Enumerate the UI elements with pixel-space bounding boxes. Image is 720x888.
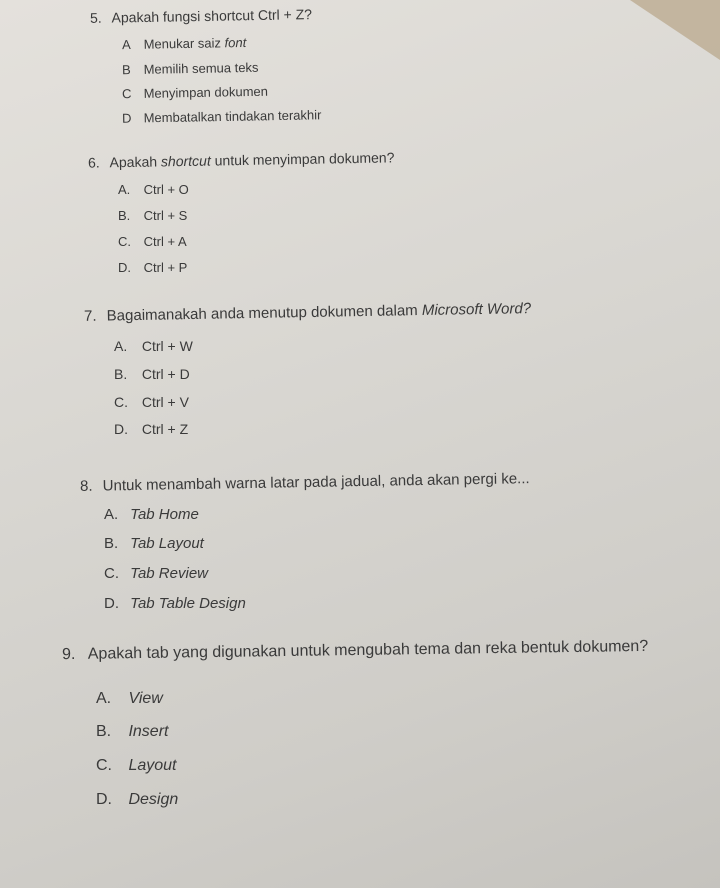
question-text: Apakah fungsi shortcut Ctrl + Z? bbox=[111, 6, 313, 26]
option-letter: C bbox=[121, 86, 132, 102]
option-letter: B bbox=[121, 62, 131, 78]
question-number: 9. bbox=[61, 645, 76, 664]
option-text: Menyimpan dokumen bbox=[143, 83, 269, 101]
question-text: Apakah bbox=[109, 153, 158, 171]
question-text: Untuk menambah warna latar pada jadual, anda akan pergi ke... bbox=[102, 470, 530, 495]
question-9 bbox=[62, 638, 648, 664]
option-letter: D. bbox=[104, 595, 119, 612]
option-letter: C. bbox=[96, 757, 112, 774]
option-text: Ctrl + V bbox=[141, 394, 189, 410]
option-8b bbox=[104, 535, 204, 552]
option-9b bbox=[96, 723, 168, 741]
option-letter: A. bbox=[118, 182, 131, 197]
option-text: Layout bbox=[128, 757, 177, 774]
option-5a bbox=[122, 35, 246, 52]
option-letter: A. bbox=[96, 690, 112, 707]
option-letter: C. bbox=[118, 234, 131, 249]
option-text: Tab Review bbox=[130, 565, 208, 582]
option-7d bbox=[114, 421, 188, 437]
option-letter: A bbox=[121, 36, 131, 53]
option-6d bbox=[118, 260, 187, 275]
option-text: Design bbox=[128, 791, 179, 808]
option-letter: B. bbox=[118, 208, 131, 223]
option-6b bbox=[118, 208, 187, 223]
option-text: Ctrl + A bbox=[143, 234, 187, 249]
question-5 bbox=[90, 6, 312, 26]
option-5b bbox=[122, 60, 259, 77]
question-text: Bagaimanakah anda menutup dokumen dalam bbox=[106, 302, 418, 325]
option-text-italic: font bbox=[224, 34, 247, 51]
option-8c bbox=[104, 565, 208, 582]
option-letter: B. bbox=[104, 535, 119, 552]
option-9d bbox=[96, 791, 178, 809]
option-8d bbox=[104, 595, 246, 612]
option-text: Ctrl + O bbox=[143, 182, 189, 197]
option-letter: C. bbox=[114, 394, 128, 410]
option-letter: D bbox=[121, 110, 132, 126]
option-text: Ctrl + P bbox=[143, 260, 188, 275]
option-text: Tab Table Design bbox=[130, 595, 246, 612]
option-7c bbox=[114, 394, 189, 410]
option-text: View bbox=[128, 690, 163, 707]
option-letter: A. bbox=[104, 506, 119, 523]
question-number: 8. bbox=[79, 477, 93, 495]
option-text: Ctrl + Z bbox=[141, 421, 189, 437]
question-number: 7. bbox=[83, 307, 97, 325]
question-text-italic: shortcut bbox=[160, 152, 211, 170]
question-number: 5. bbox=[89, 9, 102, 26]
paper-corner-shadow bbox=[630, 0, 720, 60]
option-text: Membatalkan tindakan terakhir bbox=[143, 107, 322, 126]
question-6 bbox=[88, 149, 395, 170]
question-text-italic: Microsoft Word? bbox=[421, 300, 532, 320]
option-text: Tab Home bbox=[130, 506, 199, 523]
option-9a bbox=[96, 690, 163, 708]
option-text: Menukar saiz bbox=[143, 35, 222, 52]
option-text: Insert bbox=[128, 723, 169, 740]
option-9c bbox=[96, 757, 177, 775]
option-letter: A. bbox=[114, 338, 128, 354]
option-8a bbox=[104, 506, 199, 523]
option-6c bbox=[118, 234, 187, 249]
option-letter: D. bbox=[96, 791, 112, 808]
option-5c bbox=[122, 84, 268, 102]
question-text-end: untuk menyimpan dokumen? bbox=[214, 149, 395, 169]
option-7b bbox=[114, 366, 190, 382]
option-text: Ctrl + D bbox=[141, 366, 190, 382]
option-text: Tab Layout bbox=[130, 535, 204, 552]
question-7 bbox=[84, 300, 531, 325]
option-text: Ctrl + W bbox=[141, 338, 193, 354]
option-text: Ctrl + S bbox=[143, 208, 188, 223]
question-8 bbox=[80, 470, 530, 495]
option-letter: D. bbox=[118, 260, 131, 275]
question-text: Apakah tab yang digunakan untuk mengubah tema dan reka bentuk dokumen? bbox=[87, 637, 649, 663]
option-6a bbox=[118, 182, 189, 197]
option-letter: B. bbox=[114, 366, 128, 382]
option-letter: D. bbox=[114, 421, 128, 437]
question-number: 6. bbox=[87, 154, 100, 171]
option-text: Memilih semua teks bbox=[143, 59, 259, 77]
option-5d bbox=[122, 107, 322, 125]
option-letter: B. bbox=[96, 723, 112, 740]
option-7a bbox=[114, 338, 193, 354]
option-letter: C. bbox=[104, 565, 119, 582]
